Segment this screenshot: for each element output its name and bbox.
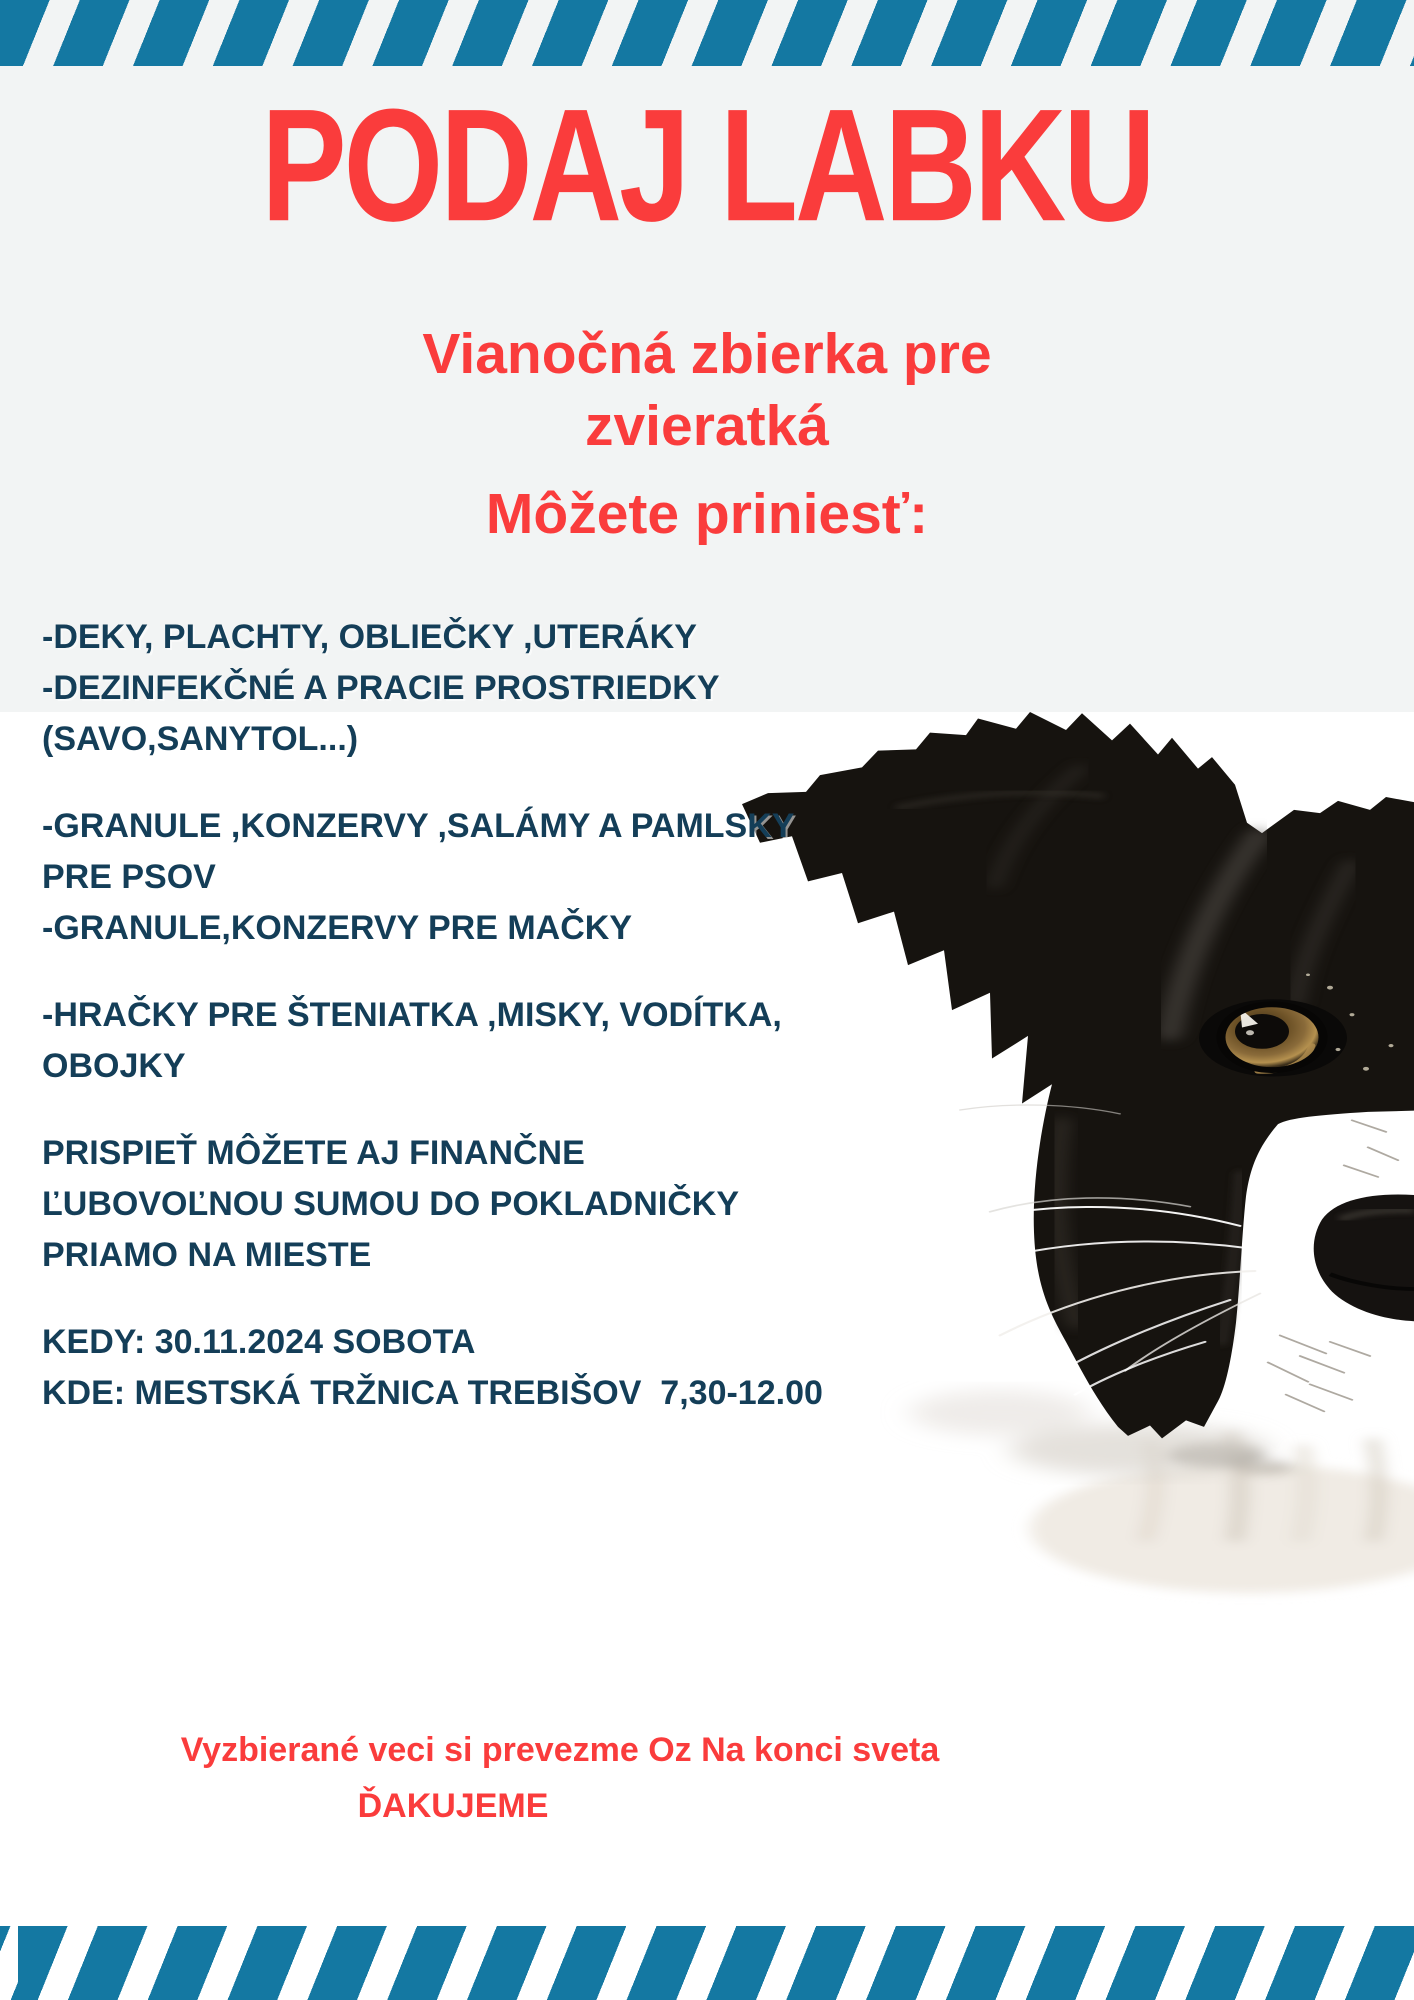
paragraph-food — [42, 801, 1082, 954]
paragraph-money — [42, 1128, 1082, 1281]
list-line: OBOJKY — [42, 1047, 186, 1085]
event-place-line: KDE: MESTSKÁ TRŽNICA TREBIŠOV 7,30-12.00 — [42, 1374, 823, 1412]
intro-line: Vianočná zbierka pre — [422, 322, 992, 386]
intro-block — [0, 318, 1414, 550]
bottom-stripe-border — [0, 1926, 1414, 2000]
poster-title: PODAJ LABKU — [261, 76, 1153, 256]
list-line: PRIAMO NA MIESTE — [42, 1236, 372, 1274]
top-stripe-border — [0, 0, 1414, 66]
list-line: PRISPIEŤ MÔŽETE AJ FINANČNE — [42, 1134, 585, 1172]
dog-nose — [1314, 1195, 1414, 1322]
dog-eye-highlight-dot — [1246, 1030, 1254, 1035]
footer-note: Vyzbierané veci si prevezme Oz Na konci sveta — [180, 1731, 940, 1769]
event-date-line: KEDY: 30.11.2024 SOBOTA — [42, 1323, 476, 1361]
footer-thanks: ĎAKUJEME — [357, 1787, 549, 1825]
paragraph-textiles — [42, 612, 1082, 765]
list-line: -DEZINFEKČNÉ A PRACIE PROSTRIEDKY — [42, 669, 720, 707]
list-line: -HRAČKY PRE ŠTENIATKA ,MISKY, VODÍTKA, — [42, 996, 782, 1034]
footer-block — [0, 1722, 1120, 1834]
paragraph-toys — [42, 990, 1082, 1092]
list-line: -GRANULE,KONZERVY PRE MAČKY — [42, 909, 633, 947]
list-line: -GRANULE ,KONZERVY ,SALÁMY A PAMLSKY — [42, 807, 795, 845]
paragraph-when-where — [42, 1317, 1082, 1419]
list-line: ĽUBOVOĽNOU SUMOU DO POKLADNIČKY — [42, 1185, 739, 1223]
list-line: PRE PSOV — [42, 858, 216, 896]
dog-eye — [1199, 999, 1347, 1076]
list-line: (SAVO,SANYTOL...) — [42, 720, 359, 758]
intro-line: zvieratká — [584, 394, 829, 458]
intro-line: Môžete priniesť: — [485, 482, 929, 546]
list-line: -DEKY, PLACHTY, OBLIEČKY ,UTERÁKY — [42, 618, 697, 656]
donation-list — [42, 612, 1082, 1455]
